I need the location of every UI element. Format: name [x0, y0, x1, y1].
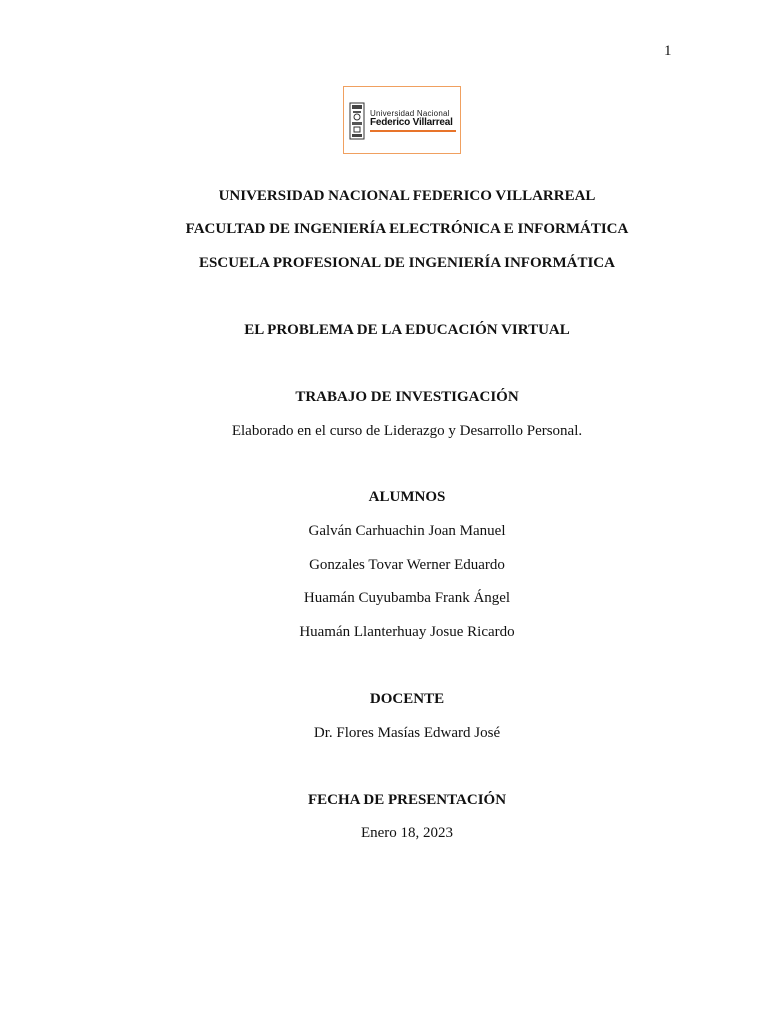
- logo-accent-bar: [370, 130, 456, 132]
- presentation-date: Enero 18, 2023: [360, 825, 454, 841]
- teacher-name: Dr. Flores Masías Edward José: [313, 725, 501, 741]
- university-name: UNIVERSIDAD NACIONAL FEDERICO VILLARREAL: [218, 188, 596, 204]
- date-heading: FECHA DE PRESENTACIÓN: [307, 792, 507, 808]
- university-logo: [343, 86, 461, 154]
- work-description: Elaborado en el curso de Liderazgo y Desarrollo Personal.: [231, 423, 583, 439]
- student-name: Huamán Llanterhuay Josue Ricardo: [299, 624, 515, 640]
- logo-line-2: Federico Villarreal: [370, 116, 453, 128]
- school-name: ESCUELA PROFESIONAL DE INGENIERÍA INFORMÁTICA: [199, 255, 615, 271]
- university-seal-icon: [349, 102, 365, 140]
- logo-text: [370, 110, 456, 133]
- students-heading: ALUMNOS: [368, 489, 446, 505]
- document-title: EL PROBLEMA DE LA EDUCACIÓN VIRTUAL: [244, 322, 570, 338]
- logo-line-1: Universidad Nacional: [370, 108, 450, 118]
- student-name: Gonzales Tovar Werner Eduardo: [309, 557, 505, 573]
- student-name: Galván Carhuachin Joan Manuel: [308, 523, 506, 539]
- teacher-heading: DOCENTE: [369, 691, 445, 707]
- student-name: Huamán Cuyubamba Frank Ángel: [303, 590, 511, 606]
- page-number: 1: [664, 43, 672, 59]
- logo-content: [349, 101, 457, 141]
- work-type: TRABAJO DE INVESTIGACIÓN: [295, 389, 519, 405]
- faculty-name: FACULTAD DE INGENIERÍA ELECTRÓNICA E INFORMÁTICA: [185, 221, 629, 237]
